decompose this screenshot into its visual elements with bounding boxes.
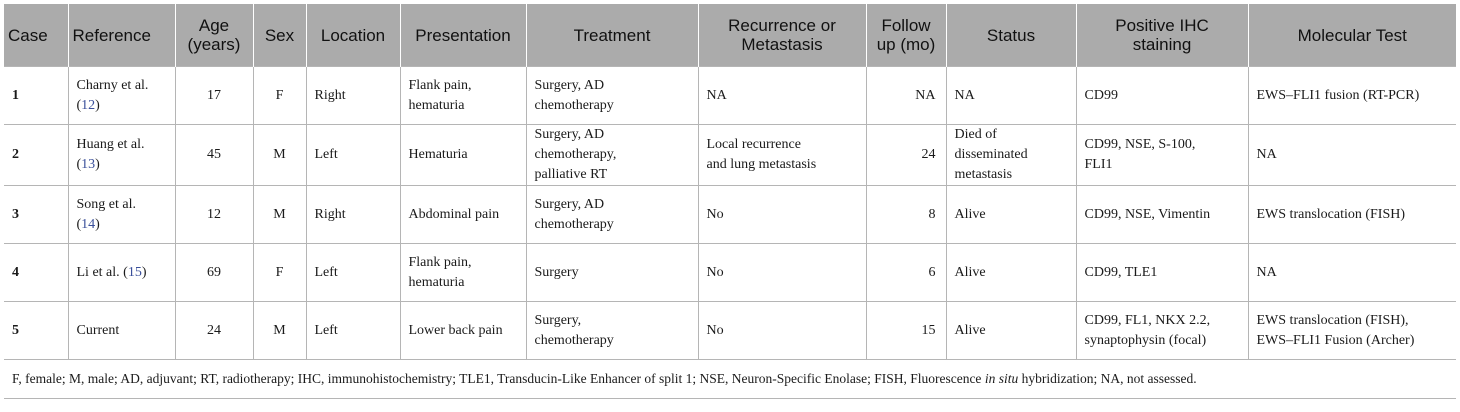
cell-location: Left [306, 125, 400, 186]
cell-sex: M [253, 186, 306, 244]
col-header-sex: Sex [253, 4, 306, 67]
footnote-row [4, 360, 1456, 399]
col-header-presentation: Presentation [400, 4, 526, 67]
cell-case: 4 [4, 244, 68, 302]
cell-case: 3 [4, 186, 68, 244]
cell-molecular: NA [1248, 125, 1456, 186]
citation-link[interactable]: 13 [81, 157, 96, 172]
table-footnote: F, female; M, male; AD, adjuvant; RT, radiotherapy; IHC, immunohistochemistry; TLE1, Transducin-Like Enhancer of split 1; NSE, Neuron-Specific Enolase; FISH, Fluorescence in situ hybridization; NA, not assessed. [4, 360, 1456, 399]
cell-status: Died of disseminated metastasis [946, 125, 1076, 186]
col-header-molecular: Molecular Test [1248, 4, 1456, 67]
table-row [4, 125, 1456, 186]
cell-ihc: CD99, NSE, S-100, FLI1 [1076, 125, 1248, 186]
cell-reference: Current [68, 302, 175, 360]
cell-reference: Song et al. (14) [68, 186, 175, 244]
cell-location: Left [306, 244, 400, 302]
cell-presentation: Hematuria [400, 125, 526, 186]
cell-ihc: CD99, TLE1 [1076, 244, 1248, 302]
cell-age: 45 [175, 125, 253, 186]
cell-sex: M [253, 302, 306, 360]
col-header-reference: Reference [68, 4, 175, 67]
col-header-location: Location [306, 4, 400, 67]
cell-molecular: EWS translocation (FISH) [1248, 186, 1456, 244]
cell-follow: 15 [866, 302, 946, 360]
col-header-case: Case [4, 4, 68, 67]
cell-molecular: EWS translocation (FISH), EWS–FLI1 Fusion (Archer) [1248, 302, 1456, 360]
cell-reference: Huang et al. (13) [68, 125, 175, 186]
cell-recurrence: NA [698, 67, 866, 125]
cell-presentation: Flank pain, hematuria [400, 244, 526, 302]
cell-location: Left [306, 302, 400, 360]
table-row [4, 244, 1456, 302]
cell-age: 24 [175, 302, 253, 360]
cell-follow: NA [866, 67, 946, 125]
col-header-ihc: Positive IHC staining [1076, 4, 1248, 67]
cell-follow: 24 [866, 125, 946, 186]
cell-status: NA [946, 67, 1076, 125]
cell-ihc: CD99 [1076, 67, 1248, 125]
cell-treatment: Surgery, AD chemotherapy [526, 67, 698, 125]
cell-status: Alive [946, 302, 1076, 360]
cell-presentation: Abdominal pain [400, 186, 526, 244]
cell-age: 12 [175, 186, 253, 244]
cell-reference: Charny et al. (12) [68, 67, 175, 125]
col-header-follow-up: Follow up (mo) [866, 4, 946, 67]
header-row [4, 4, 1456, 67]
col-header-status: Status [946, 4, 1076, 67]
cell-treatment: Surgery, AD chemotherapy [526, 186, 698, 244]
cell-reference: Li et al. (15) [68, 244, 175, 302]
cell-treatment: Surgery, AD chemotherapy, palliative RT [526, 125, 698, 186]
cell-sex: M [253, 125, 306, 186]
cell-recurrence: Local recurrence and lung metastasis [698, 125, 866, 186]
table-row [4, 67, 1456, 125]
cell-age: 69 [175, 244, 253, 302]
cell-treatment: Surgery [526, 244, 698, 302]
case-table [4, 4, 1456, 399]
cell-age: 17 [175, 67, 253, 125]
col-header-treatment: Treatment [526, 4, 698, 67]
citation-link[interactable]: 12 [81, 97, 96, 113]
cell-location: Right [306, 67, 400, 125]
cell-ihc: CD99, FL1, NKX 2.2, synaptophysin (focal) [1076, 302, 1248, 360]
cell-recurrence: No [698, 302, 866, 360]
cell-molecular: EWS–FLI1 fusion (RT-PCR) [1248, 67, 1456, 125]
table-row [4, 186, 1456, 244]
citation-link[interactable]: 15 [127, 264, 142, 280]
cell-case: 5 [4, 302, 68, 360]
cell-sex: F [253, 244, 306, 302]
col-header-recurrence: Recurrence or Metastasis [698, 4, 866, 67]
cell-sex: F [253, 67, 306, 125]
col-header-age: Age (years) [175, 4, 253, 67]
cell-status: Alive [946, 186, 1076, 244]
cell-follow: 8 [866, 186, 946, 244]
cell-ihc: CD99, NSE, Vimentin [1076, 186, 1248, 244]
cell-location: Right [306, 186, 400, 244]
cell-recurrence: No [698, 244, 866, 302]
cell-presentation: Flank pain, hematuria [400, 67, 526, 125]
cell-molecular: NA [1248, 244, 1456, 302]
cell-presentation: Lower back pain [400, 302, 526, 360]
cell-case: 1 [4, 67, 68, 125]
cell-treatment: Surgery, chemotherapy [526, 302, 698, 360]
cell-case: 2 [4, 125, 68, 186]
cell-follow: 6 [866, 244, 946, 302]
cell-status: Alive [946, 244, 1076, 302]
citation-link[interactable]: 14 [81, 216, 96, 232]
table-row [4, 302, 1456, 360]
cell-recurrence: No [698, 186, 866, 244]
